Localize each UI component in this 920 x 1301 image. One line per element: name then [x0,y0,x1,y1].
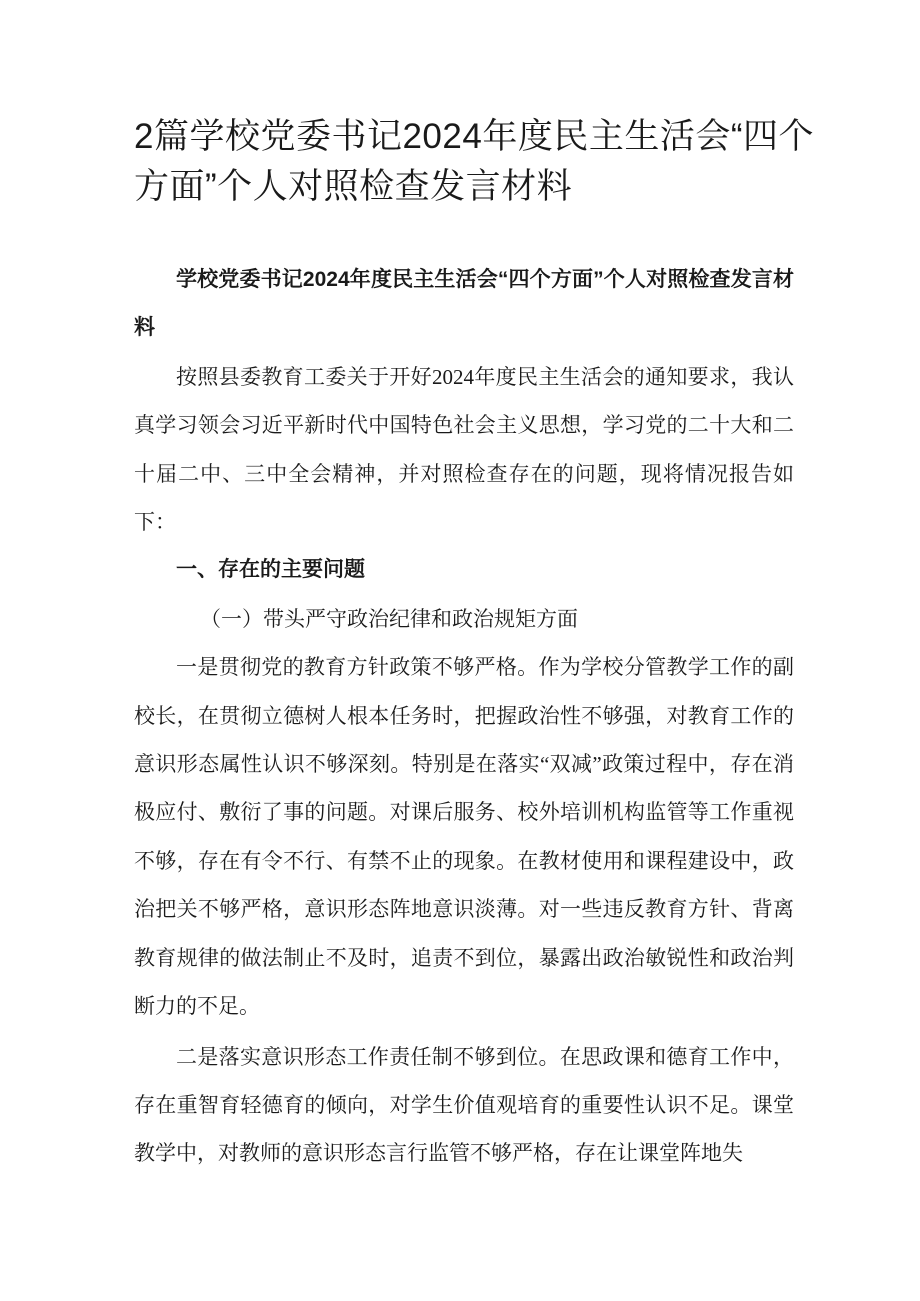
body-paragraph-2: 二是落实意识形态工作责任制不够到位。在思政课和德育工作中，存在重智育轻德育的倾向，对学生价值观培育的重要性认识不足。课堂教学中，对教师的意识形态言行监管不够严格，存在让课堂阵地失 [134,1044,794,1166]
section-heading: 一、存在的主要问题 [176,558,365,582]
intro-paragraph: 按照县委教育工委关于开好2024年度民主生活会的通知要求，我认真学习领会习近平新时代中国特色社会主义思想，学习党的二十大和二十届二中、三中全会精神，并对照检查存在的问题，现将情况报告如下： [134,364,794,535]
document-title: 2篇学校党委书记2024年度民主生活会“四个方面”个人对照检查发言材料 [134,117,814,206]
document-body [134,256,794,1178]
document-heading: 学校党委书记2024年度民主生活会“四个方面”个人对照检查发言材料 [134,268,794,340]
subsection-heading: （一）带头严守政治纪律和政治规矩方面 [200,606,578,631]
body-paragraph-1: 一是贯彻党的教育方针政策不够严格。作为学校分管教学工作的副校长，在贯彻立德树人根本任务时，把握政治性不够强，对教育工作的意识形态属性认识不够深刻。特别是在落实“双减”政策过程中，存在消极应付、敷衍了事的问题。对课后服务、校外培训机构监管等工作重视不够，存在有令不行、有禁不止的现象。在教材使用和课程建设中，政治把关不够严格，意识形态阵地意识淡薄。对一些违反教育方针、背离教育规律的做法制止不及时，追责不到位，暴露出政治敏锐性和政治判断力的不足。 [134,655,794,1019]
